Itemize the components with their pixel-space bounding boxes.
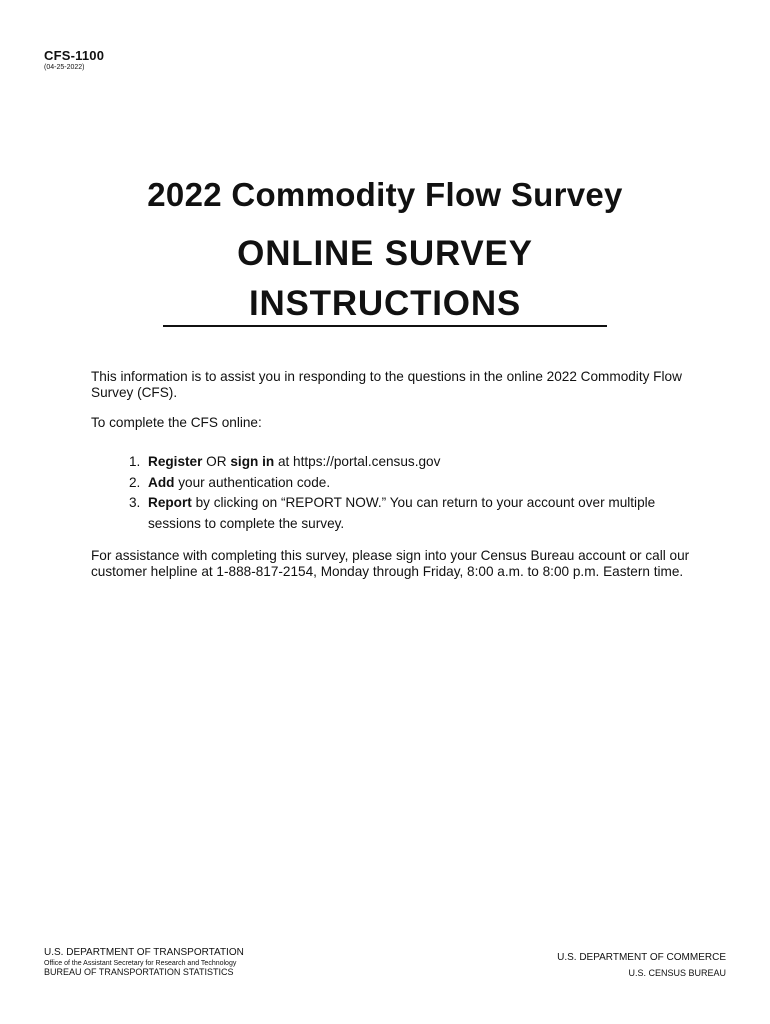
footer-census-bureau: U.S. CENSUS BUREAU	[628, 968, 726, 978]
subtitle-line-1: ONLINE SURVEY	[237, 234, 533, 273]
step-number: 2.	[129, 474, 141, 490]
step-keyword: Register	[148, 454, 203, 469]
step-number: 3.	[129, 495, 141, 510]
footer-commerce	[557, 952, 726, 978]
list-item	[129, 473, 689, 494]
document-title: 2022 Commodity Flow Survey	[147, 176, 623, 213]
step-continuation: sessions to complete the survey.	[148, 515, 345, 531]
step-text: OR	[202, 454, 231, 469]
step-text: by clicking on “REPORT NOW.” You can return to your account over multiple	[191, 495, 656, 510]
assistance-paragraph: For assistance with completing this survey, please sign into your Census Bureau account or call our customer helpline at 1-888-817-2154, Monday through Friday, 8:00 a.m. to 8:00 p.m. Eastern time.	[91, 548, 690, 579]
steps-list	[129, 452, 689, 534]
step-text: at https://portal.census.gov	[274, 454, 441, 469]
form-number: CFS-1100	[44, 48, 105, 63]
step-text: your authentication code.	[174, 474, 331, 490]
footer-commerce-agency: U.S. DEPARTMENT OF COMMERCE	[557, 952, 726, 963]
instructions-lead: To complete the CFS online:	[91, 415, 262, 430]
step-keyword: Add	[148, 474, 175, 490]
list-item	[129, 452, 689, 473]
step-number: 1.	[129, 454, 141, 469]
footer-dot-agency: U.S. DEPARTMENT OF TRANSPORTATION	[44, 947, 244, 958]
step-keyword: Report	[148, 495, 192, 510]
step-keyword: sign in	[230, 454, 275, 469]
list-item	[129, 493, 689, 534]
footer-dot-office: Office of the Assistant Secretary for Research and Technology	[44, 960, 237, 967]
footer-dot	[44, 947, 244, 977]
form-identifier	[44, 48, 104, 71]
subtitle-line-2: INSTRUCTIONS	[248, 284, 522, 323]
footer-dot-bureau: BUREAU OF TRANSPORTATION STATISTICS	[44, 967, 234, 977]
form-revision-date: (04-25-2022)	[44, 64, 85, 71]
title-divider	[163, 325, 607, 327]
intro-paragraph: This information is to assist you in responding to the questions in the online 2022 Commodity Flow Survey (CFS).	[91, 369, 682, 400]
document-subtitle	[0, 229, 770, 329]
